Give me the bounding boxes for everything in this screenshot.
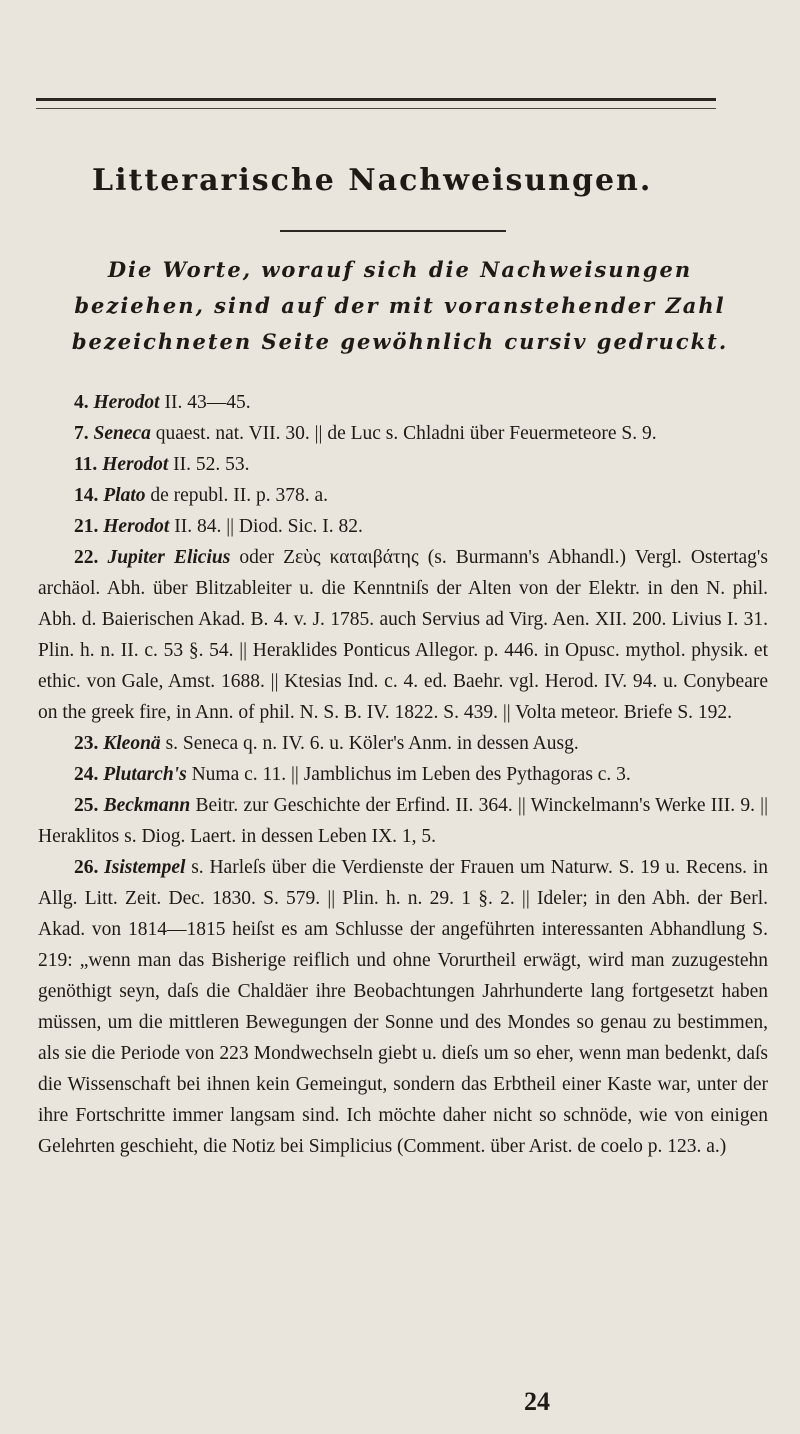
entry-text: s. Harleſs über die Verdienste der Frauen um Naturw. S. 19 u. Recens. in Allg. Litt. Zeit. Dec. 1830. S. 579. || Plin. h. n. 29. 1 §. 2. || Ideler; in den Abh. der Berl. Akad. von 1814—1815 heiſst es am Schlusse der angeführten interessanten Abhandlung S. 219: „wenn man das Bisherige reiflich und ohne Vorurtheil erwägt, wird man zuzugestehn genöthigt seyn, daſs die Chaldäer ihre Beobachtungen Jahrhunderte lang fortgesetzt haben müssen, um die mittleren Bewegungen der Sonne und des Mondes so genau zu bestimmen, als sie die Periode von 223 Mondwechseln giebt u. dieſs um so eher, wenn man bedenkt, daſs die Wissenschaft bei ihnen kein Gemeingut, sondern das Erbtheil einer Kaste war, unter der ihre Fortschritte immer langsam sind. Ich möchte daher nicht so schnöde, wie von einigen Gelehrten geschieht, die Notiz bei Simplicius (Comment. über Arist. de coelo p. 123. a.) — [38, 857, 768, 1157]
page-heading: Litterarische Nachweisungen. — [92, 163, 653, 198]
entry-author: Herodot — [103, 516, 170, 537]
entry: 25. Beckmann Beitr. zur Geschichte der Erfind. II. 364. || Winckelmann's Werke III. 9. || Heraklitos s. Diog. Laert. in dessen Leben IX. 1, 5. — [38, 795, 768, 847]
top-rule-thin — [36, 108, 716, 109]
entry-text: quaest. nat. VII. 30. || de Luc s. Chladni über Feuermeteore S. 9. — [150, 423, 657, 444]
entry-text: Beitr. zur Geschichte der Erfind. II. 364. || Winckelmann's Werke III. 9. || Heraklitos s. Diog. Laert. in dessen Leben IX. 1, 5. — [38, 795, 768, 847]
entry: 21. Herodot II. 84. || Diod. Sic. I. 82. — [74, 516, 363, 537]
entry-text: oder Ζεὺς καταιβάτης (s. Burmann's Abhandl.) Vergl. Ostertag's archäol. Abh. über Blitzableiter u. die Kenntniſs der Alten von der Elektr. in den N. phil. Abh. d. Baierischen Akad. B. 4. v. J. 1785. auch Servius ad Virg. Aen. XII. 200. Livius I. 31. Plin. h. n. II. c. 53 §. 54. || Heraklides Ponticus Allegor. p. 446. in Opusc. mythol. physik. et ethic. von Gale, Amst. 1688. || Ktesias Ind. c. 4. ed. Baehr. vgl. Herod. IV. 94. u. Conybeare on the greek fire, in Ann. of phil. N. S. B. IV. 1822. S. 439. || Volta meteor. Briefe S. 192. — [38, 547, 769, 723]
entry-author: Herodot — [102, 454, 169, 475]
intro-note: Die Worte, worauf sich die Nachweisungen beziehen, sind auf der mit voranstehender Zahl bezeichneten Seite gewöhnlich cursiv gedruckt. — [71, 257, 729, 354]
entry: 23. Kleonä s. Seneca q. n. IV. 6. u. Köler's Anm. in dessen Ausg. — [74, 733, 579, 754]
entry: 14. Plato de republ. II. p. 378. a. — [74, 485, 328, 506]
entry-author: Jupiter Elicius — [107, 547, 231, 568]
entry-list — [38, 387, 768, 1162]
entry: 24. Plutarch's Numa c. 11. || Jamblichus im Leben des Pythagoras c. 3. — [74, 764, 631, 785]
entry-text: II. 84. || Diod. Sic. I. 82. — [169, 516, 363, 537]
entry-author: Beckmann — [103, 795, 191, 816]
entry-author: Plato — [103, 485, 146, 506]
page-number: 24 — [524, 1387, 550, 1416]
entry: 7. Seneca quaest. nat. VII. 30. || de Luc s. Chladni über Feuermeteore S. 9. — [74, 423, 657, 444]
entry-author: Plutarch's — [103, 764, 187, 785]
entry: 11. Herodot II. 52. 53. — [74, 454, 250, 475]
entry-author: Herodot — [93, 392, 160, 413]
entry-author: Kleonä — [103, 733, 161, 754]
top-rule — [36, 98, 716, 101]
entry-author: Seneca — [93, 423, 151, 444]
entry-text: II. 43—45. — [159, 392, 251, 413]
entry: 4. Herodot II. 43—45. — [74, 392, 251, 413]
entry-text: de republ. II. p. 378. a. — [145, 485, 328, 506]
entry: 22. Jupiter Elicius oder Ζεὺς καταιβάτης (s. Burmann's Abhandl.) Vergl. Ostertag's archäol. Abh. über Blitzableiter u. die Kenntniſs der Alten von der Elektr. in den N. phil. Abh. d. Baierischen Akad. B. 4. v. J. 1785. auch Servius ad Virg. Aen. XII. 200. Livius I. 31. Plin. h. n. II. c. 53 §. 54. || Heraklides Ponticus Allegor. p. 446. in Opusc. mythol. physik. et ethic. von Gale, Amst. 1688. || Ktesias Ind. c. 4. ed. Baehr. vgl. Herod. IV. 94. u. Conybeare on the greek fire, in Ann. of phil. N. S. B. IV. 1822. S. 439. || Volta meteor. Briefe S. 192. — [38, 547, 769, 723]
entry-author: Isistempel — [104, 857, 186, 878]
entry-text: II. 52. 53. — [168, 454, 250, 475]
entry: 26. Isistempel s. Harleſs über die Verdienste der Frauen um Naturw. S. 19 u. Recens. in Allg. Litt. Zeit. Dec. 1830. S. 579. || Plin. h. n. 29. 1 §. 2. || Ideler; in den Abh. der Berl. Akad. von 1814—1815 heiſst es am Schlusse der angeführten interessanten Abhandlung S. 219: „wenn man das Bisherige reiflich und ohne Vorurtheil erwägt, wird man zuzugestehn genöthigt seyn, daſs die Chaldäer ihre Beobachtungen Jahrhunderte lang fortgesetzt haben müssen, um die mittleren Bewegungen der Sonne und des Mondes so genau zu bestimmen, als sie die Periode von 223 Mondwechseln giebt u. dieſs um so eher, wenn man bedenkt, daſs die Wissenschaft bei ihnen kein Gemeingut, sondern das Erbtheil einer Kaste war, unter der ihre Fortschritte immer langsam sind. Ich möchte daher nicht so schnöde, wie von einigen Gelehrten geschieht, die Notiz bei Simplicius (Comment. über Arist. de coelo p. 123. a.) — [38, 857, 768, 1157]
entry-text: s. Seneca q. n. IV. 6. u. Köler's Anm. in dessen Ausg. — [160, 733, 579, 754]
heading-rule — [280, 230, 506, 232]
entry-text: Numa c. 11. || Jamblichus im Leben des Pythagoras c. 3. — [186, 764, 631, 785]
